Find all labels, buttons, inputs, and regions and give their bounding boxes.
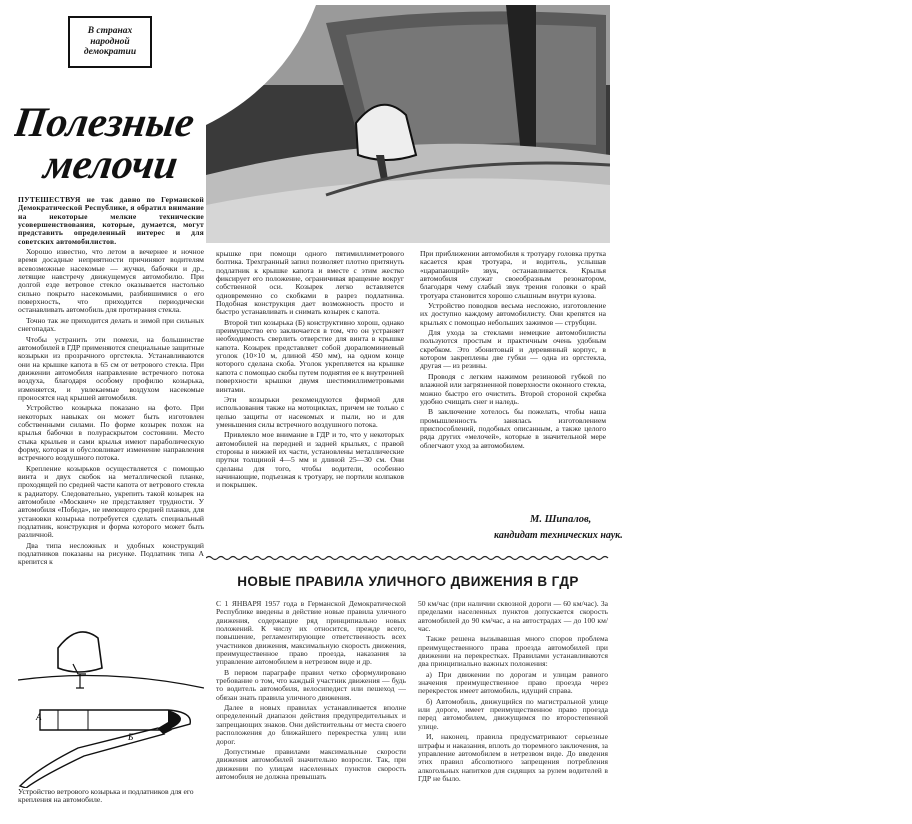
author-name: М. Шипалов, [530,514,592,525]
paragraph: Привлекло мое внимание в ГДР и то, что у некоторых автомобилей на передней и задней крыльях, с правой стороны в нижней их части, установлены металлические прутки толщиной 4—5 мм и длиной 25—30 см. Они сделаны для того, чтобы водители, особенно начинающие, подъезжая к тротуару, не портили колпаков и покрышек. [216,430,404,490]
paragraph: Точно так же приходится делать и зимой при сильных снегопадах. [18,315,204,334]
paragraph: Два типа несложных и удобных конструкций подлатников показаны на рисунке. Подлатник типа А крепится к [18,540,204,567]
section-line-2: народной [90,36,130,47]
paragraph: Второй тип козырька (Б) конструктивно хорош, однако преимущество его заключается в том, что он устраняет необходимость сверлить отверстие для винта в крышке капота. Козырек представляет собой дюралюминиевый уголок (10×10 м, длиной 450 мм), на одном конце которого сделана скоба. Уголок укрепляется на крышке капота с помощью скобы путем поднятия ее к внутренней поверхности крышки двумя шестимиллиметровыми винтами. [216,317,404,394]
article1-column-3 [420,250,606,512]
paragraph: В заключение хотелось бы пожелать, чтобы наша промышленность занялась изготовлением приспособлений, подобных описанным, а также целого ряда других «мелочей», которые в значительной мере облегчают уход за автомобилем. [420,407,606,450]
car-photo [206,5,610,243]
paragraph: Также решена вызывавшая много споров проблема преимущественного права проезда автомобилей при движении на перекрестках. Правилами устанавливаются два принципиально важных положения: [418,634,608,669]
paragraph: Чтобы устранить эти помехи, на большинстве автомобилей в ГДР применяются специальные защитные козырьки из прозрачного оргстекла. Устанавливаются они на крышке капота в 65 см от ветрового стекла. При движении автомобиля направление встречного потока воздуха, благодаря особому профилю козырька, изменяется, и увлекаемые воздухом насекомые проносятся над крышей автомобиля. [18,334,204,402]
author-title: кандидат технических наук. [494,530,623,541]
wavy-divider [206,548,610,554]
paragraph: 50 км/час (при наличии сквозной дороги — 60 км/час). За пределами населенных пунктов допускается скорость автомобилей до 90 км/час, а на автострадах — до 100 км/час. [418,600,608,634]
paragraph: Допустимые правилами максимальные скорости движения автомобилей значительно возросли. Так, при движении по улицам населенных пунктов скорость автомобиля не должна превышать [216,746,406,781]
paragraph: б) Автомобиль, движущийся по магистральной улице или дороге, имеет преимущественное право проезда перед автомобилем, движущимся по второстепенной улице. [418,696,608,731]
figure-caption: Устройство ветрового козырька и подлатников для его крепления на автомобиле. [18,787,194,805]
article1-column-1 [18,196,204,614]
paragraph: ПУТЕШЕСТВУЯ не так давно по Германской Демократической Республике, я обратил внимание на некоторые мелкие технические усовершенствования, которые, думается, могут представить определенный интерес и для советских автомобилистов. [18,196,204,246]
paragraph: Проводя с легким нажимом резиновой губкой по влажной или загрязненной поверхности оконного стекла, можно быстро его очистить. Второй стороной скребка удобно счищать снег и наледь. [420,371,606,406]
paragraph: В первом параграфе правил четко сформулировано требование о том, что каждый участник движения — будь то водитель автомобиля, велосипедист или пешеход — обязан знать правила уличного движения. [216,667,406,702]
paragraph: Для ухода за стеклами немецкие автомобилисты пользуются простым и практичным очень удобным скребком. Это эбонитовый и деревянный корпус, в котором закреплены две губки — одна из оргстекла, другая — из резины. [420,328,606,371]
deflector-drawing [18,618,204,788]
paragraph: Эти козырьки рекомендуются фирмой для использования также на мотоциклах, причем не только с целью защиты от насекомых и пыли, но и для уменьшения силы встречного воздушного потока. [216,394,404,429]
section-line-3: демократии [83,47,137,57]
article2-title: НОВЫЕ ПРАВИЛА УЛИЧНОГО ДВИЖЕНИЯ В ГДР [237,574,579,589]
paragraph: Хорошо известно, что летом в вечернее и ночное время досадные неприятности причиняют водителям всевозможные насекомые — жучки, бабочки и др., летящие навстречу движущемуся автомобилю. При долгой езде ветровое стекло оказывается настолько сильно покрыто насекомыми, разбившимися о его поверхность, что приходится периодически останавливать автомобиль для протирания стекла. [18,247,204,315]
section-rubric [68,16,152,68]
paragraph: И, наконец, правила предусматривают серьезные штрафы и наказания, вплоть до тюремного заключения, за управление автомобилем в нетрезвом виде. До введения этих правил абсолютного запрещения потребления алкогольных напитков для сидящих за рулем водителей в ГДР не было. [418,732,608,783]
paragraph: крышке при помощи одного пятимиллиметрового болтика. Трехгранный запил позволяет плотно притянуть подлатник к крышке капота и вместе с этим жестко фиксирует его положение, ограничивая вращение вокруг собственной оси. Козырек легко вставляется одновременно со скобками в разрез подлатника. Подобная конструкция дает возможность просто и быстро устанавливать и снимать козырек с капота. [216,250,404,317]
paragraph: При приближении автомобиля к тротуару головка прутка касается края тротуара, и водитель, услышав «царапающий» звук, останавливается. Крылья автомобиля служат своеобразным резонатором, благодаря чему слабый звук трения головки о край тротуара становится хорошо слышным внутри кузова. [420,250,606,300]
section-line-1: В странах [87,26,133,36]
article2-column-1 [216,600,406,820]
article1-column-2 [216,250,404,540]
label-a: А [36,712,42,722]
paragraph: Устройство поводков весьма несложно, изготовление их доступно каждому автомобилисту. Они крепятся на крыльях с помощью небольших зажимов — струбцин. [420,301,606,327]
article2-column-2 [418,600,608,820]
paragraph: Устройство козырька показано на фото. При некоторых навыках он может быть изготовлен собственными силами. По форме козырек похож на крылья бабочки в полураскрытом состоянии. Место стыка крыльев и сами крылья имеют параболическую форму, которая и обусловливает изменение направления встречного воздушного потока. [18,403,204,463]
paragraph: Далее в новых правилах устанавливается вполне определенный диапазон действия предупредительных и запрещающих знаков. Они действительны от места своего расположения до ближайшего перекрестка улиц или дорог. [216,703,406,746]
paragraph: а) При движении по дорогам и улицам равного значения преимущественное право проезда через перекресток имеет автомобиль, идущий справа. [418,669,608,696]
paragraph: Крепление козырьков осуществляется с помощью винта и двух скобок на металлической планке, проходящей по средней части капота от ветрового стекла к радиатору. Следовательно, укрепить такой козырек на автомобиле «Москвич» не представляет трудности. У автомобиля «Победа», не имеющего средней планки, для установки козырька потребуется сделать специальный подлатник, конструкция и форма которого может быть различной. [18,463,204,540]
paragraph: С 1 ЯНВАРЯ 1957 года в Германской Демократической Республике введены в действие новые правила уличного движения, содержащие ряд принципиально новых положений. К числу их относится, прежде всего, повышение, регламентирующие ответственность всех участников движения, максимальную скорость движения, преимущественное право проезда, наказания за управление автомобилем в нетрезвом виде и др. [216,600,406,667]
headline-line-2: мелочи [41,141,181,186]
headline-line-1: Полезные [14,99,198,146]
headline [14,96,204,186]
label-b: Б [128,732,134,742]
